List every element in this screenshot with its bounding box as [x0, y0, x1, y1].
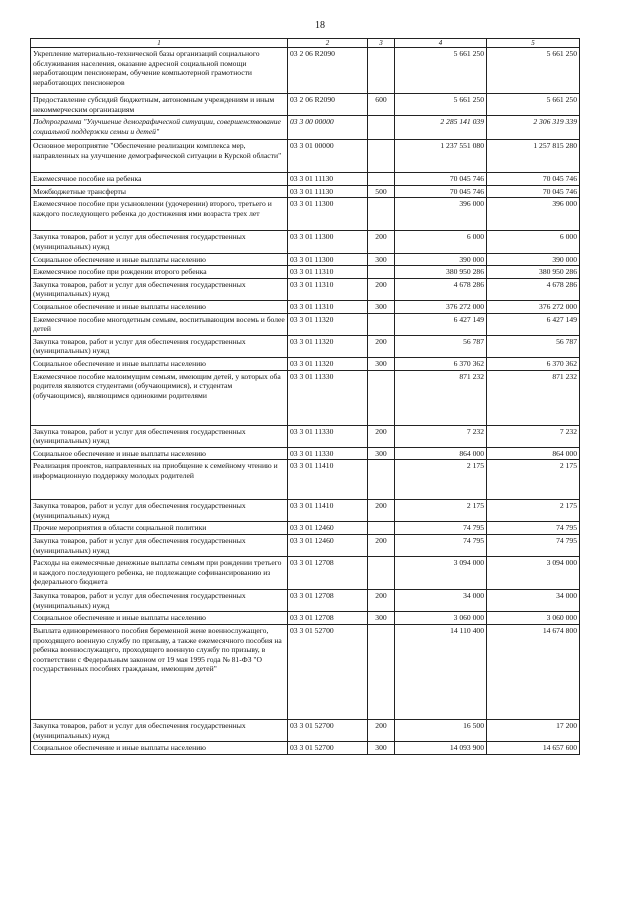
table-row	[31, 335, 580, 357]
row-name-cell: Выплата единовременного пособия беременной жене военнослужащего, проходящего военную службу по призыву, а также ежемесячного пособия на ребенка военнослужащего, проходящего военную службу по призыву, в соответствии с Федеральным законом от 19 мая 1995 года № 81-ФЗ "О государственных пособиях гражданам, имеющим детей"	[31, 625, 288, 720]
column-number-3: 3	[368, 39, 395, 48]
row-code-cell: 03 3 01 11130	[288, 173, 368, 186]
row-vr-cell: 300	[368, 447, 395, 460]
row-name-cell: Прочие мероприятия в области социальной политики	[31, 522, 288, 535]
row-value-year1-cell: 2 285 141 039	[395, 116, 487, 140]
table-row	[31, 720, 580, 742]
column-number-row	[31, 39, 580, 48]
table-row	[31, 590, 580, 612]
row-vr-cell: 200	[368, 425, 395, 447]
row-value-year1-cell: 396 000	[395, 198, 487, 231]
row-vr-cell	[368, 116, 395, 140]
row-value-year2-cell: 14 674 800	[487, 625, 580, 720]
row-code-cell: 03 3 01 11300	[288, 253, 368, 266]
page-number: 18	[315, 20, 325, 31]
row-name-cell: Реализация проектов, направленных на приобщение к семейному чтению и информационную поддержку молодых родителей	[31, 460, 288, 500]
row-value-year1-cell: 5 661 250	[395, 48, 487, 94]
row-value-year1-cell: 6 370 362	[395, 357, 487, 370]
row-name-cell: Предоставление субсидий бюджетным, автономным учреждениям и иным некоммерческим организациям	[31, 94, 288, 116]
row-value-year1-cell: 3 060 000	[395, 612, 487, 625]
table-row	[31, 173, 580, 186]
row-value-year2-cell: 56 787	[487, 335, 580, 357]
row-vr-cell	[368, 48, 395, 94]
row-code-cell: 03 3 01 52700	[288, 742, 368, 755]
table-row	[31, 447, 580, 460]
row-vr-cell	[368, 460, 395, 500]
row-value-year2-cell: 17 200	[487, 720, 580, 742]
row-code-cell: 03 3 01 11130	[288, 185, 368, 198]
row-code-cell: 03 3 01 52700	[288, 720, 368, 742]
row-name-cell: Социальное обеспечение и иные выплаты населению	[31, 612, 288, 625]
row-name-cell: Ежемесячное пособие малоимущим семьям, имеющим детей, у которых оба родителя являются студентами (обучающимися), и студентам (обучающимся), являющимся одинокими родителями	[31, 370, 288, 425]
row-vr-cell	[368, 266, 395, 279]
row-value-year2-cell: 2 306 319 339	[487, 116, 580, 140]
row-name-cell: Ежемесячное пособие многодетным семьям, воспитывающим восемь и более детей	[31, 313, 288, 335]
row-value-year2-cell: 14 657 600	[487, 742, 580, 755]
row-value-year1-cell: 1 237 551 080	[395, 140, 487, 173]
row-name-cell: Закупка товаров, работ и услуг для обеспечения государственных (муниципальных) нужд	[31, 535, 288, 557]
row-vr-cell: 200	[368, 500, 395, 522]
row-name-cell: Социальное обеспечение и иные выплаты населению	[31, 447, 288, 460]
row-value-year1-cell: 380 950 286	[395, 266, 487, 279]
table-row	[31, 500, 580, 522]
row-vr-cell: 300	[368, 300, 395, 313]
row-value-year1-cell: 7 232	[395, 425, 487, 447]
row-name-cell: Подпрограмма "Улучшение демографической ситуации, совершенствование социальной поддержки семьи и детей"	[31, 116, 288, 140]
row-value-year1-cell: 14 093 900	[395, 742, 487, 755]
row-value-year2-cell: 4 678 286	[487, 278, 580, 300]
row-name-cell: Закупка товаров, работ и услуг для обеспечения государственных (муниципальных) нужд	[31, 278, 288, 300]
row-vr-cell: 500	[368, 185, 395, 198]
row-value-year2-cell: 5 661 250	[487, 94, 580, 116]
column-number-2: 2	[288, 39, 368, 48]
row-vr-cell: 300	[368, 742, 395, 755]
row-vr-cell: 300	[368, 612, 395, 625]
row-name-cell: Закупка товаров, работ и услуг для обеспечения государственных (муниципальных) нужд	[31, 425, 288, 447]
row-vr-cell: 300	[368, 253, 395, 266]
table-body	[31, 48, 580, 755]
row-value-year2-cell: 74 795	[487, 522, 580, 535]
row-code-cell: 03 3 01 11330	[288, 370, 368, 425]
row-value-year1-cell: 5 661 250	[395, 94, 487, 116]
row-value-year2-cell: 6 000	[487, 231, 580, 253]
row-value-year1-cell: 2 175	[395, 500, 487, 522]
row-vr-cell	[368, 625, 395, 720]
row-value-year1-cell: 3 094 000	[395, 557, 487, 590]
row-value-year2-cell: 390 000	[487, 253, 580, 266]
row-vr-cell	[368, 140, 395, 173]
row-value-year2-cell: 396 000	[487, 198, 580, 231]
row-vr-cell: 200	[368, 278, 395, 300]
row-value-year2-cell: 2 175	[487, 460, 580, 500]
row-code-cell: 03 3 01 11300	[288, 198, 368, 231]
row-value-year2-cell: 5 661 250	[487, 48, 580, 94]
row-vr-cell: 300	[368, 357, 395, 370]
table-row	[31, 357, 580, 370]
row-code-cell: 03 3 01 52700	[288, 625, 368, 720]
row-code-cell: 03 2 06 R2090	[288, 94, 368, 116]
row-code-cell: 03 3 01 11330	[288, 425, 368, 447]
row-name-cell: Закупка товаров, работ и услуг для обеспечения государственных (муниципальных) нужд	[31, 500, 288, 522]
column-number-1: 1	[31, 39, 288, 48]
row-vr-cell: 600	[368, 94, 395, 116]
budget-table	[30, 38, 580, 755]
row-code-cell: 03 3 01 12708	[288, 590, 368, 612]
row-name-cell: Социальное обеспечение и иные выплаты населению	[31, 300, 288, 313]
row-value-year1-cell: 864 000	[395, 447, 487, 460]
column-number-4: 4	[395, 39, 487, 48]
row-code-cell: 03 3 01 11320	[288, 335, 368, 357]
row-name-cell: Основное мероприятие "Обеспечение реализации комплекса мер, направленных на улучшение демографической ситуации в Курской области"	[31, 140, 288, 173]
row-code-cell: 03 3 01 11300	[288, 231, 368, 253]
table-row	[31, 612, 580, 625]
row-value-year1-cell: 34 000	[395, 590, 487, 612]
table-row	[31, 625, 580, 720]
row-name-cell: Закупка товаров, работ и услуг для обеспечения государственных (муниципальных) нужд	[31, 231, 288, 253]
row-value-year1-cell: 74 795	[395, 522, 487, 535]
row-name-cell: Межбюджетные трансферты	[31, 185, 288, 198]
row-name-cell: Социальное обеспечение и иные выплаты населению	[31, 253, 288, 266]
table-row	[31, 522, 580, 535]
row-value-year2-cell: 7 232	[487, 425, 580, 447]
row-value-year1-cell: 14 110 400	[395, 625, 487, 720]
row-value-year2-cell: 34 000	[487, 590, 580, 612]
row-name-cell: Расходы на ежемесячные денежные выплаты семьям при рождении третьего и каждого последующего ребенка, не подлежащие софинансированию из федерального бюджета	[31, 557, 288, 590]
row-code-cell: 03 3 01 11310	[288, 278, 368, 300]
row-code-cell: 03 3 01 11320	[288, 357, 368, 370]
row-name-cell: Закупка товаров, работ и услуг для обеспечения государственных (муниципальных) нужд	[31, 335, 288, 357]
row-code-cell: 03 3 00 00000	[288, 116, 368, 140]
row-value-year1-cell: 16 500	[395, 720, 487, 742]
row-vr-cell: 200	[368, 231, 395, 253]
row-name-cell: Укрепление материально-технической базы организаций социального обслуживания населения, оказание адресной социальной помощи неработающим пенсионерам, обучение компьютерной грамотности неработающих пенсионеров	[31, 48, 288, 94]
table-row	[31, 231, 580, 253]
row-code-cell: 03 3 01 11310	[288, 300, 368, 313]
table-row	[31, 266, 580, 279]
row-value-year2-cell: 3 060 000	[487, 612, 580, 625]
row-code-cell: 03 3 01 11410	[288, 460, 368, 500]
row-vr-cell: 200	[368, 535, 395, 557]
row-name-cell: Закупка товаров, работ и услуг для обеспечения государственных (муниципальных) нужд	[31, 720, 288, 742]
table-row	[31, 425, 580, 447]
row-value-year1-cell: 6 427 149	[395, 313, 487, 335]
row-value-year2-cell: 74 795	[487, 535, 580, 557]
row-value-year2-cell: 871 232	[487, 370, 580, 425]
row-code-cell: 03 3 01 11320	[288, 313, 368, 335]
row-code-cell: 03 3 01 12460	[288, 535, 368, 557]
row-vr-cell	[368, 522, 395, 535]
row-code-cell: 03 3 01 00000	[288, 140, 368, 173]
table-row	[31, 94, 580, 116]
row-value-year2-cell: 864 000	[487, 447, 580, 460]
table-row	[31, 313, 580, 335]
table-row	[31, 48, 580, 94]
row-value-year1-cell: 4 678 286	[395, 278, 487, 300]
row-value-year2-cell: 376 272 000	[487, 300, 580, 313]
table-row	[31, 535, 580, 557]
row-vr-cell: 200	[368, 590, 395, 612]
row-code-cell: 03 3 01 12708	[288, 612, 368, 625]
row-code-cell: 03 3 01 11310	[288, 266, 368, 279]
row-name-cell: Социальное обеспечение и иные выплаты населению	[31, 357, 288, 370]
table-row	[31, 198, 580, 231]
row-name-cell: Социальное обеспечение и иные выплаты населению	[31, 742, 288, 755]
row-vr-cell: 200	[368, 335, 395, 357]
row-vr-cell	[368, 370, 395, 425]
column-number-5: 5	[487, 39, 580, 48]
row-code-cell: 03 3 01 12460	[288, 522, 368, 535]
row-value-year2-cell: 70 045 746	[487, 173, 580, 186]
row-value-year2-cell: 3 094 000	[487, 557, 580, 590]
row-value-year2-cell: 6 370 362	[487, 357, 580, 370]
row-vr-cell	[368, 313, 395, 335]
row-value-year2-cell: 70 045 746	[487, 185, 580, 198]
row-vr-cell	[368, 173, 395, 186]
row-value-year1-cell: 2 175	[395, 460, 487, 500]
table-row	[31, 370, 580, 425]
row-value-year1-cell: 74 795	[395, 535, 487, 557]
row-value-year1-cell: 70 045 746	[395, 173, 487, 186]
row-code-cell: 03 3 01 12708	[288, 557, 368, 590]
table-row	[31, 300, 580, 313]
row-vr-cell: 200	[368, 720, 395, 742]
row-value-year1-cell: 56 787	[395, 335, 487, 357]
row-value-year2-cell: 380 950 286	[487, 266, 580, 279]
table-row	[31, 742, 580, 755]
row-value-year2-cell: 1 257 815 280	[487, 140, 580, 173]
table-row	[31, 557, 580, 590]
row-value-year2-cell: 6 427 149	[487, 313, 580, 335]
table-row	[31, 140, 580, 173]
row-value-year1-cell: 390 000	[395, 253, 487, 266]
row-name-cell: Закупка товаров, работ и услуг для обеспечения государственных (муниципальных) нужд	[31, 590, 288, 612]
row-vr-cell	[368, 557, 395, 590]
row-name-cell: Ежемесячное пособие на ребенка	[31, 173, 288, 186]
row-value-year1-cell: 6 000	[395, 231, 487, 253]
table-row	[31, 116, 580, 140]
row-value-year2-cell: 2 175	[487, 500, 580, 522]
row-code-cell: 03 2 06 R2090	[288, 48, 368, 94]
table-row	[31, 460, 580, 500]
table-row	[31, 185, 580, 198]
table-row	[31, 253, 580, 266]
row-value-year1-cell: 70 045 746	[395, 185, 487, 198]
row-value-year1-cell: 376 272 000	[395, 300, 487, 313]
row-name-cell: Ежемесячное пособие при рождении второго ребенка	[31, 266, 288, 279]
row-name-cell: Ежемесячное пособие при усыновлении (удочерении) второго, третьего и каждого последующего ребенка до достижения ими возраста трех лет	[31, 198, 288, 231]
row-value-year1-cell: 871 232	[395, 370, 487, 425]
row-code-cell: 03 3 01 11330	[288, 447, 368, 460]
row-vr-cell	[368, 198, 395, 231]
table-row	[31, 278, 580, 300]
row-code-cell: 03 3 01 11410	[288, 500, 368, 522]
